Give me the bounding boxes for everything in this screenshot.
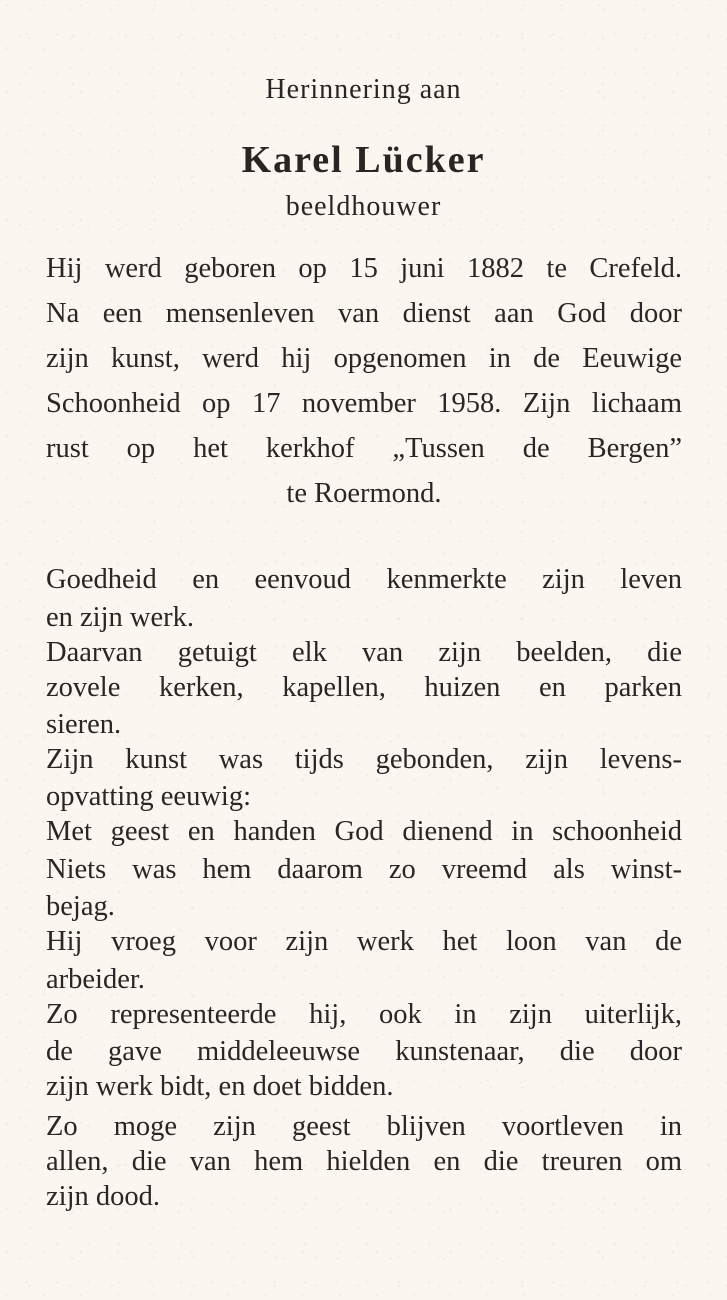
occupation: beeldhouwer [285,191,442,222]
biography-line-3: zijn kunst, werd hij opgenomen in de Eeuwige [46,343,682,374]
reflection-line-17: allen, die van hem hielden en die treuren om [46,1146,682,1177]
reflection-line-16: Zo moge zijn geest blijven voortleven in [46,1111,682,1142]
reflection-line-1: Goedheid en eenvoud kenmerkte zijn leven [46,564,682,595]
biography-line-1: Hij werd geboren op 15 juni 1882 te Crefeld. [46,253,682,284]
reflection-line-9: Niets was hem daarom zo vreemd als winst- [46,854,682,885]
reflection-line-4: zovele kerken, kapellen, huizen en parken [46,672,682,703]
reflection-line-18: zijn dood. [46,1181,160,1212]
biography-line-6: te Roermond. [286,478,442,509]
deceased-name: Karel Lücker [241,139,486,181]
reflection-line-6: Zijn kunst was tijds gebonden, zijn levens- [46,744,682,775]
reflection-line-10: bejag. [46,891,115,922]
reflection-line-8: Met geest en handen God dienend in schoonheid [46,816,682,847]
reflection-line-14: de gave middeleeuwse kunstenaar, die door [46,1036,682,1067]
reflection-line-11: Hij vroeg voor zijn werk het loon van de [46,926,682,957]
reflection-line-12: arbeider. [46,964,145,995]
biography-line-4: Schoonheid op 17 november 1958. Zijn lichaam [46,388,682,419]
biography-line-2: Na een mensenleven van dienst aan God door [46,298,682,329]
card-intro: Herinnering aan [265,74,462,105]
reflection-line-13: Zo representeerde hij, ook in zijn uiterlijk, [46,999,682,1030]
reflection-line-15: zijn werk bidt, en doet bidden. [46,1071,394,1102]
reflection-line-7: opvatting eeuwig: [46,781,251,812]
reflection-line-5: sieren. [46,709,122,740]
reflection-line-3: Daarvan getuigt elk van zijn beelden, die [46,637,682,668]
reflection-line-2: en zijn werk. [46,602,194,633]
biography-line-5: rust op het kerkhof „Tussen de Bergen” [46,433,682,464]
